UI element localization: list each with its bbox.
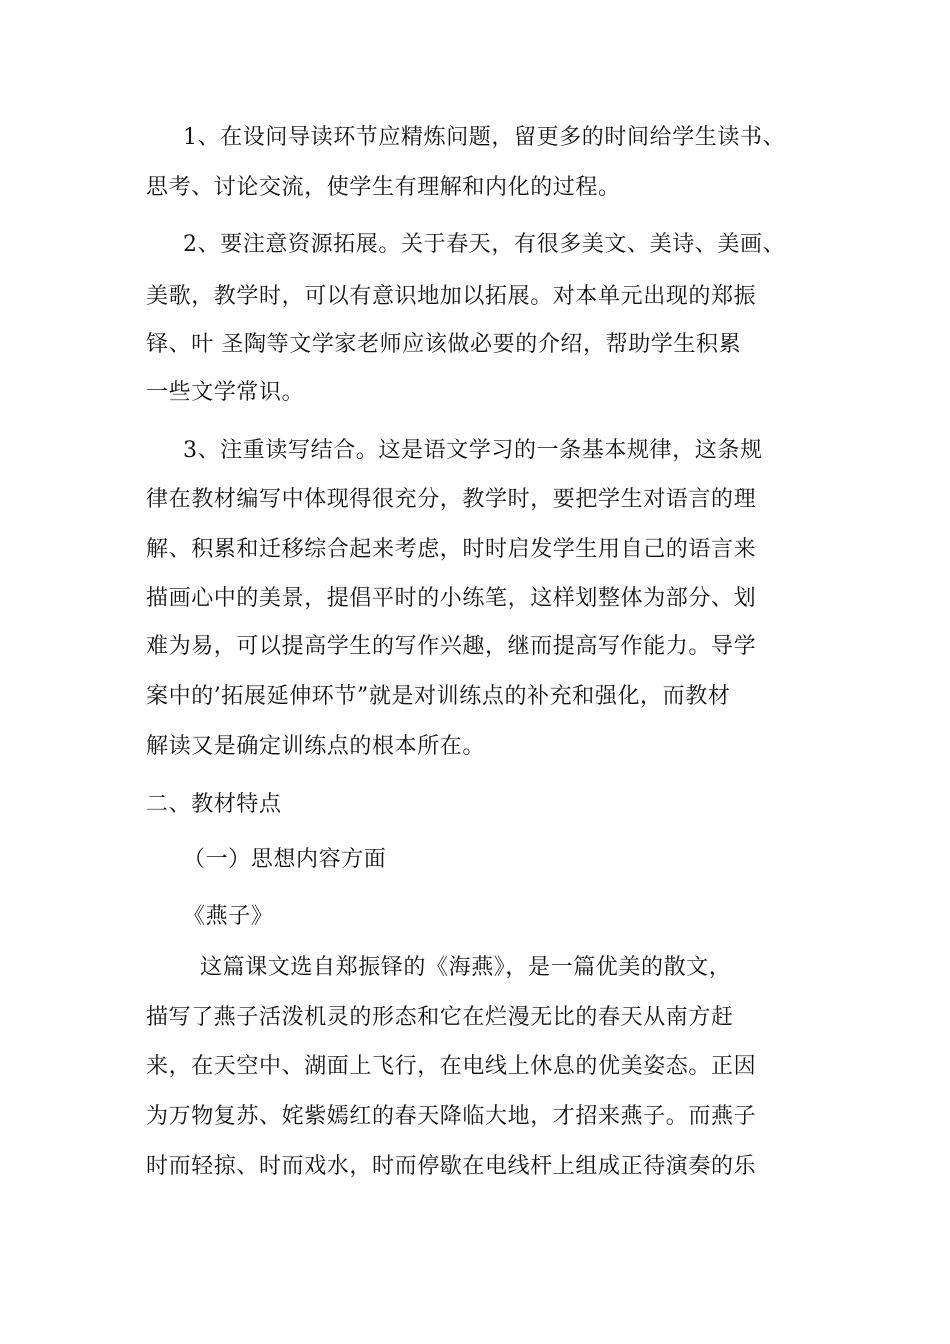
lesson-title: 《燕子》 xyxy=(183,904,274,929)
paragraph-line: 解读又是确定训练点的根本所在。 xyxy=(146,734,486,759)
paragraph-line: 时而轻掠、时而戏水，时而停歇在电线杆上组成正待演奏的乐 xyxy=(146,1154,757,1179)
paragraph-line: 思考、讨论交流，使学生有理解和内化的过程。 xyxy=(146,175,621,200)
paragraph-line: 这篇课文选自郑振铎的《海燕》，是一篇优美的散文， xyxy=(200,955,732,980)
paragraph-line: 描写了燕子活泼机灵的形态和它在烂漫无比的春天从南方赶 xyxy=(146,1005,734,1030)
paragraph-line: 来，在天空中、湖面上飞行，在电线上休息的优美姿态。正因 xyxy=(146,1054,757,1079)
paragraph-line: 为万物复苏、姹紫嫣红的春天降临大地，才招来燕子。而燕子 xyxy=(146,1104,757,1129)
subsection-heading: （一）思想内容方面 xyxy=(183,847,387,872)
paragraph-line: 描画心中的美景，提倡平时的小练笔，这样划整体为部分、划 xyxy=(146,586,757,611)
paragraph-line: 解、积累和迁移综合起来考虑，时时启发学生用自己的语言来 xyxy=(146,537,757,562)
paragraph-line: 3、注重读写结合。这是语文学习的一条基本规律，这条规 xyxy=(183,438,763,463)
paragraph-line: 一些文学常识。 xyxy=(146,380,305,405)
section-heading: 二、教材特点 xyxy=(146,792,282,817)
paragraph-line: 案中的’拓展延伸环节”就是对训练点的补充和强化，而教材 xyxy=(146,684,731,709)
paragraph-line: 律在教材编写中体现得很充分，教学时，要把学生对语言的理 xyxy=(146,487,757,512)
paragraph-line: 铎、叶 圣陶等文学家老师应该做必要的介绍，帮助学生积累 xyxy=(146,332,742,357)
paragraph-line: 难为易，可以提高学生的写作兴趣，继而提高写作能力。导学 xyxy=(146,634,757,659)
paragraph-line: 2、要注意资源拓展。关于春天，有很多美文、美诗、美画、 xyxy=(183,232,786,257)
paragraph-line: 1、在设问导读环节应精炼问题，留更多的时间给学生读书、 xyxy=(183,125,786,150)
paragraph-line: 美歌，教学时，可以有意识地加以拓展。对本单元出现的郑振 xyxy=(146,284,757,309)
